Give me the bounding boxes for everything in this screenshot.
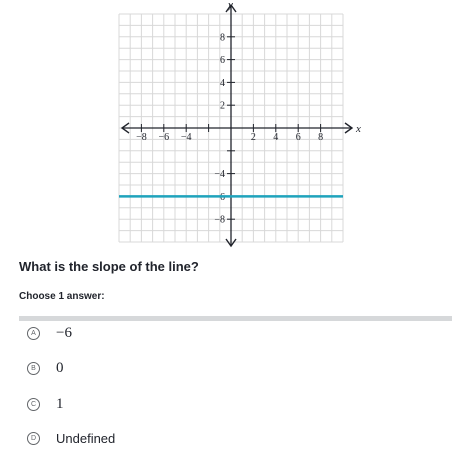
choice-letter-icon: C [27,398,40,411]
x-tick-label: 8 [318,132,324,143]
choice-letter-icon: A [27,327,40,340]
x-tick-label: 4 [273,132,279,143]
x-tick-label: −8 [136,132,147,143]
answer-choice-a[interactable] [27,322,72,344]
y-tick-label: 2 [220,100,225,112]
choice-text: Undefined [56,430,116,446]
choice-text: −6 [56,324,72,341]
x-axis-ticks [136,124,323,143]
choose-instruction: Choose 1 answer: [19,291,105,302]
choice-letter-icon: B [27,362,40,375]
x-tick-label: 2 [250,132,256,143]
choice-letter-icon: D [27,432,40,445]
axes [122,5,352,246]
x-tick-label: 6 [295,132,301,143]
answer-choice-b[interactable] [27,357,64,379]
question-prompt: What is the slope of the line? [19,259,199,274]
y-tick-label: 8 [220,32,225,44]
y-tick-label: −6 [214,191,225,203]
y-tick-label: −4 [214,169,225,181]
divider [19,316,452,321]
answer-choice-c[interactable] [27,393,64,415]
choice-text: 1 [56,395,64,412]
y-tick-label: 6 [220,55,225,67]
y-tick-label: 4 [220,77,225,89]
answer-choice-d[interactable] [27,427,115,449]
x-tick-label: −4 [180,132,192,143]
x-tick-label: −6 [158,132,170,143]
choice-text: 0 [56,359,64,376]
y-tick-label: −8 [214,214,225,226]
y-axis-label: y [228,0,233,11]
x-axis-label: x [356,123,361,135]
